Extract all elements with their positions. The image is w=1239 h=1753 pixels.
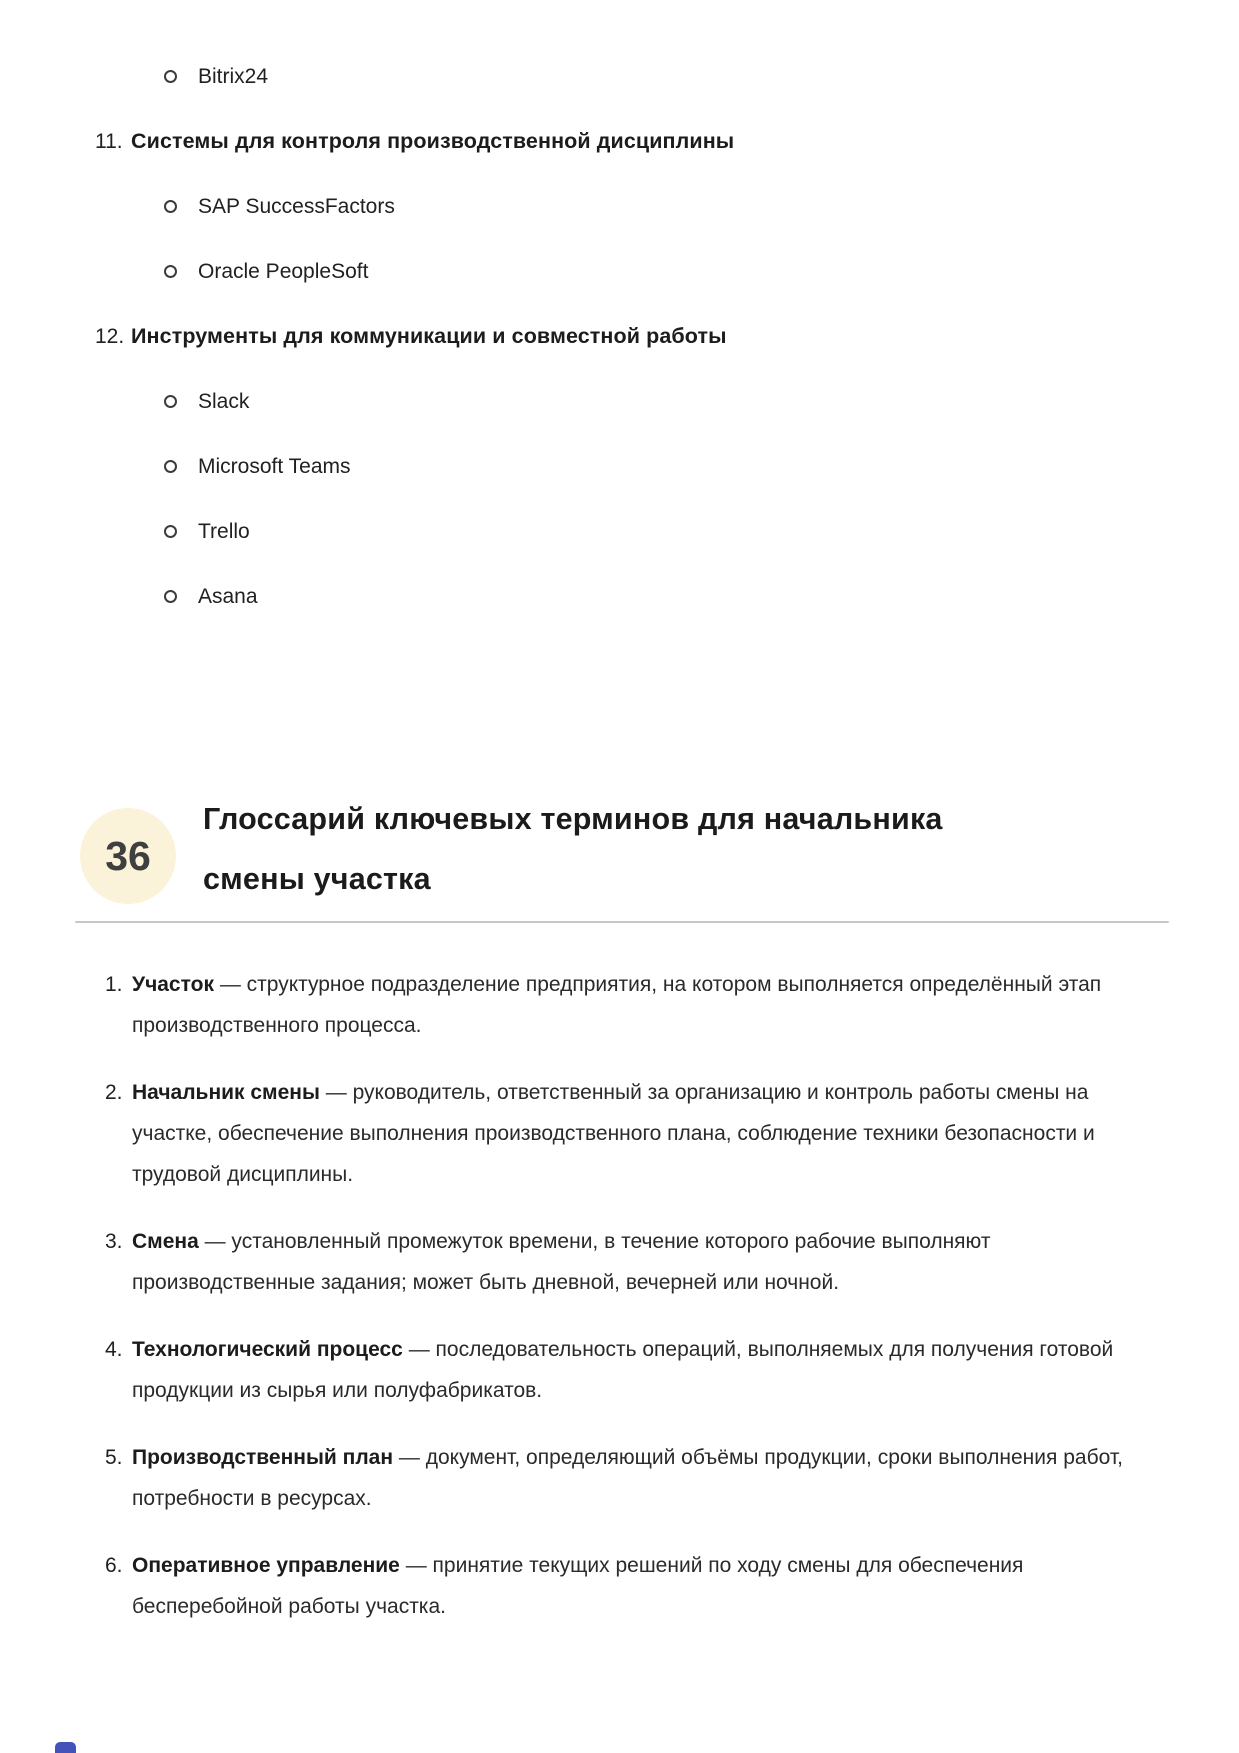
circle-bullet-icon [164,70,177,83]
glossary-item [105,1329,1239,1411]
bullet-label: Bitrix24 [198,64,269,88]
item-number: 2. [105,1081,123,1104]
glossary-definition: — установленный промежуток времени, в течение которого рабочие выполняют производственные задания; может быть дневной, вечерней или ночной. [132,1230,991,1294]
list-item [0,239,1239,304]
glossary-definition: — руководитель, ответственный за организацию и контроль работы смены на участке, обеспечение выполнения производственного плана, соблюдение техники безопасности и трудовой дисциплины. [132,1081,1095,1186]
glossary-definition: — последовательность операций, выполняемых для получения готовой продукции из сырья или полуфабрикатов. [132,1338,1114,1402]
circle-bullet-icon [164,200,177,213]
item-title: Системы для контроля производственной дисциплины [131,129,735,153]
circle-bullet-icon [164,525,177,538]
item-number: 6. [105,1554,123,1577]
glossary-item [105,1072,1239,1195]
list-item [0,434,1239,499]
glossary-term: Технологический процесс [132,1338,403,1361]
glossary-item [105,1545,1239,1627]
item-title: Инструменты для коммуникации и совместной работы [131,324,727,348]
glossary-item [105,1221,1239,1303]
section-header [75,789,1169,923]
section-divider [75,921,1169,923]
item-text [132,964,1132,1046]
glossary-list [0,964,1239,1627]
list-item [0,174,1239,239]
item-number: 11. [95,129,123,153]
section-number-badge: 36 [80,808,176,904]
bullet-label: Asana [198,584,258,608]
glossary-definition: — принятие текущих решений по ходу смены для обеспечения бесперебойной работы участка. [132,1554,1024,1618]
glossary-definition: — документ, определяющий объёмы продукции, сроки выполнения работ, потребности в ресурсах. [132,1446,1123,1510]
bullet-label: Oracle PeopleSoft [198,259,369,283]
circle-bullet-icon [164,395,177,408]
item-text [132,1437,1132,1519]
item-text [132,1221,1132,1303]
item-number: 1. [105,973,123,996]
glossary-item [105,964,1239,1046]
section-title-line1: Глоссарий ключевых терминов для начальника [203,802,943,836]
glossary-term: Смена [132,1230,199,1253]
tools-list-continued [0,0,1239,629]
list-item [0,44,1239,109]
item-text [132,1329,1132,1411]
list-item [0,564,1239,629]
item-number: 12. [95,324,125,348]
item-number: 5. [105,1446,123,1469]
list-item [0,369,1239,434]
circle-bullet-icon [164,590,177,603]
numbered-item-11 [0,109,1239,174]
item-text [132,1545,1132,1627]
section-title [203,789,1169,909]
circle-bullet-icon [164,460,177,473]
bullet-label: SAP SuccessFactors [198,194,395,218]
circle-bullet-icon [164,265,177,278]
item-number: 4. [105,1338,123,1361]
glossary-term: Производственный план [132,1446,394,1469]
item-text [132,1072,1132,1195]
bullet-label: Microsoft Teams [198,454,351,478]
item-number: 3. [105,1230,123,1253]
bullet-label: Slack [198,389,250,413]
glossary-term: Начальник смены [132,1081,320,1104]
glossary-item [105,1437,1239,1519]
bullet-label: Trello [198,519,250,543]
glossary-term: Оперативное управление [132,1554,400,1577]
next-section-accent-peek [55,1742,76,1753]
section-title-line2: смены участка [203,862,431,896]
numbered-item-12 [0,304,1239,369]
list-item [0,499,1239,564]
glossary-definition: — структурное подразделение предприятия, на котором выполняется определённый этап производственного процесса. [132,973,1102,1037]
glossary-term: Участок [132,973,214,996]
